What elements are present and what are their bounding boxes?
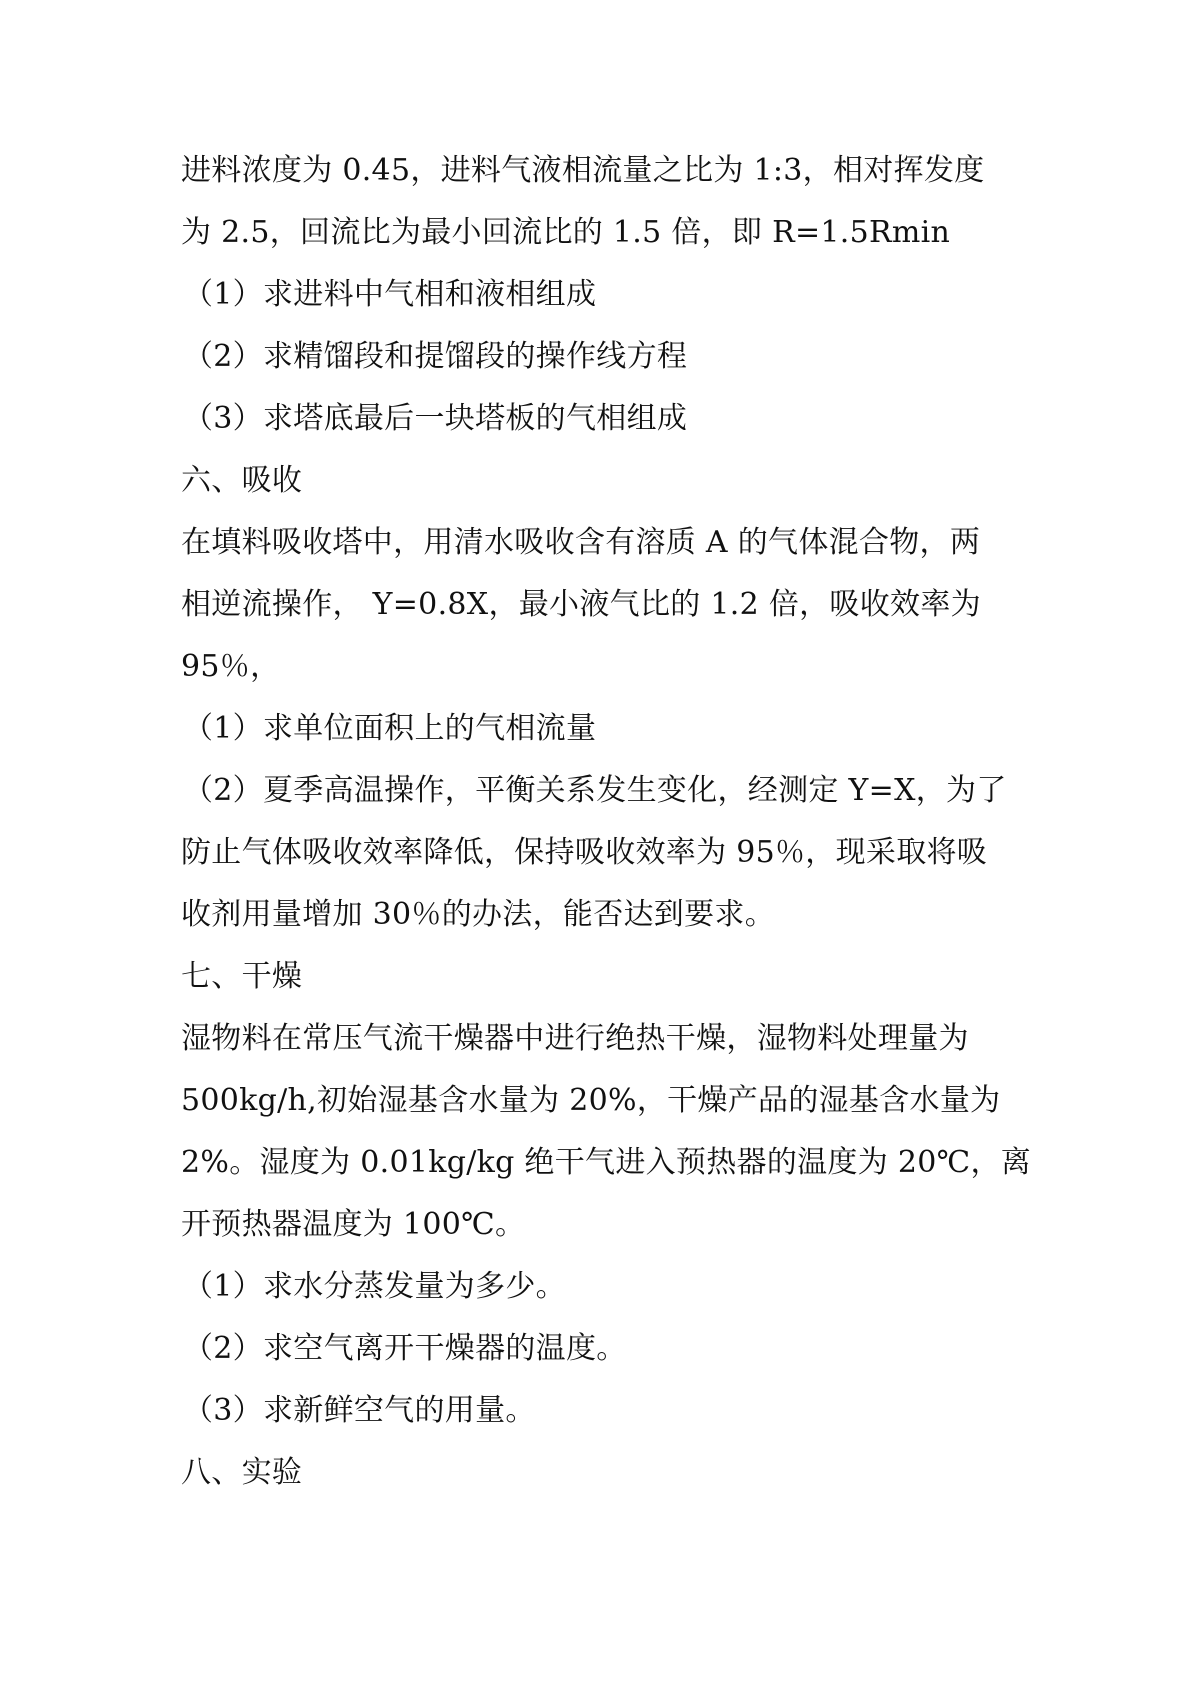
question-item: （3）求新鲜空气的用量。 [183,1393,536,1428]
paragraph-line: 在填料吸收塔中，用清水吸收含有溶质 A 的气体混合物，两 [181,525,981,560]
paragraph-line: 进料浓度为 0.45，进料气液相流量之比为 1:3，相对挥发度 [181,153,985,188]
paragraph-line: 为 2.5，回流比为最小回流比的 1.5 倍，即 R=1.5Rmin [181,215,951,250]
paragraph-line: 500kg/h,初始湿基含水量为 20%，干燥产品的湿基含水量为 [181,1083,1001,1118]
section-heading: 八、实验 [181,1455,303,1490]
question-item: （1）求水分蒸发量为多少。 [183,1269,566,1304]
section-heading: 七、干燥 [181,959,303,994]
question-item: （2）求空气离开干燥器的温度。 [183,1331,627,1366]
paragraph-line: 95％， [181,649,281,684]
paragraph-line: 收剂用量增加 30％的办法，能否达到要求。 [181,897,776,932]
document-body [181,140,1032,1504]
question-item: （2）求精馏段和提馏段的操作线方程 [183,339,688,374]
paragraph-line: 相逆流操作， Y=0.8X，最小液气比的 1.2 倍，吸收效率为 [181,587,981,622]
paragraph-line: 防止气体吸收效率降低，保持吸收效率为 95％，现采取将吸 [181,835,988,870]
question-item: （1）求进料中气相和液相组成 [183,277,597,312]
question-item: （3）求塔底最后一块塔板的气相组成 [183,401,688,436]
question-item: （1）求单位面积上的气相流量 [183,711,597,746]
paragraph-line: 湿物料在常压气流干燥器中进行绝热干燥，湿物料处理量为 [181,1021,969,1056]
paragraph-line: 开预热器温度为 100℃。 [181,1207,526,1242]
paragraph-line: 2%。湿度为 0.01kg/kg 绝干气进入预热器的温度为 20℃，离 [181,1145,1032,1180]
question-item: （2）夏季高温操作，平衡关系发生变化，经测定 Y=X，为了 [183,773,1007,808]
section-heading: 六、吸收 [181,463,303,498]
